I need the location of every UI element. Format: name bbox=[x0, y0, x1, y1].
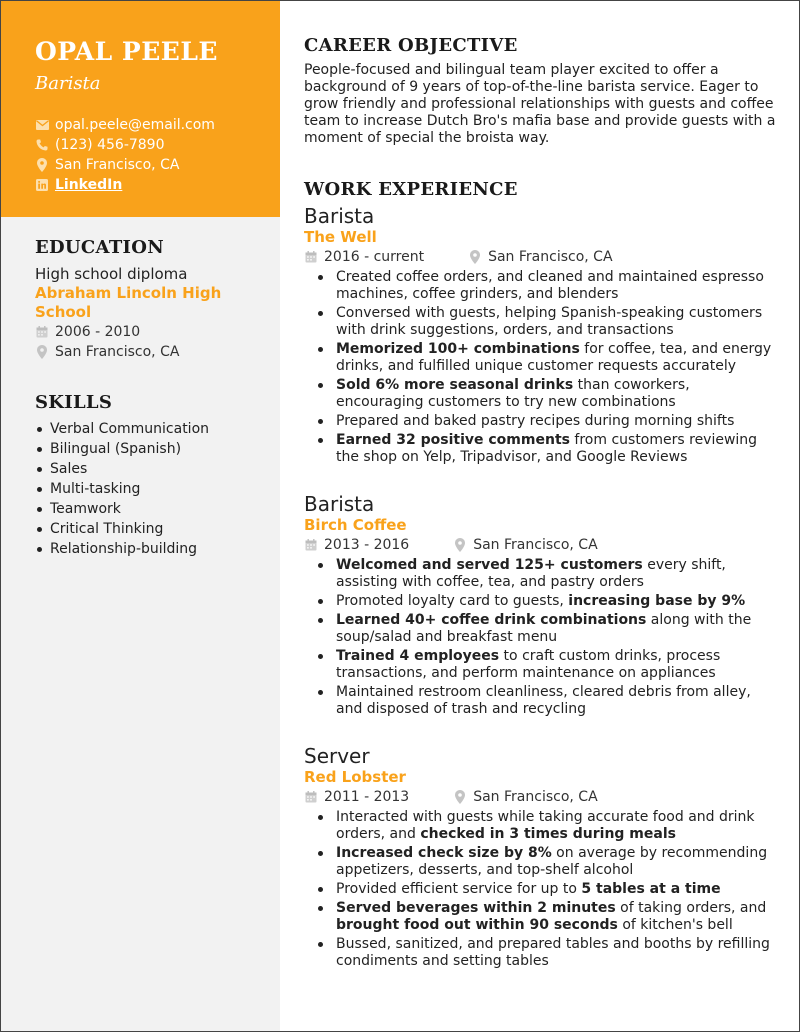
job-bullet bbox=[304, 557, 779, 591]
bullet-text: Maintained restroom cleanliness, cleared debris from alley, and disposed of trash and recycling bbox=[336, 684, 751, 717]
skill-item: Relationship-building bbox=[35, 539, 260, 559]
job-bullet bbox=[304, 648, 779, 682]
job-dates: 2013 - 2016 bbox=[324, 537, 410, 553]
job-bullets bbox=[304, 809, 779, 970]
skill-item: Teamwork bbox=[35, 499, 260, 519]
bullet-text: Interacted with guests while taking accurate food and drink orders, and bbox=[336, 809, 755, 842]
sidebar bbox=[1, 1, 280, 1031]
job-bullet bbox=[304, 413, 779, 430]
skills-heading: SKILLS bbox=[35, 392, 113, 413]
contact-list bbox=[35, 115, 260, 195]
contact-email[interactable] bbox=[35, 115, 260, 135]
skill-item: Critical Thinking bbox=[35, 519, 260, 539]
job-bullets bbox=[304, 269, 779, 466]
bullet-text: Promoted loyalty card to guests, bbox=[336, 593, 569, 609]
bullet-text: Bussed, sanitized, and prepared tables and booths by refilling condiments and setting tables bbox=[336, 936, 770, 969]
skill-item: Multi-tasking bbox=[35, 479, 260, 499]
job-title: Server bbox=[304, 744, 370, 768]
header-block bbox=[1, 1, 280, 217]
bullet-highlight: 5 tables at a time bbox=[581, 881, 721, 897]
linkedin-icon bbox=[35, 178, 49, 192]
job-bullet bbox=[304, 341, 779, 375]
skill-item: Sales bbox=[35, 459, 260, 479]
job-dates: 2011 - 2013 bbox=[324, 789, 410, 805]
location-text: San Francisco, CA bbox=[55, 157, 180, 173]
job-entry bbox=[304, 492, 779, 718]
contact-phone[interactable] bbox=[35, 135, 260, 155]
skills-list bbox=[35, 419, 260, 559]
phone-icon bbox=[35, 138, 49, 152]
job-location-text: San Francisco, CA bbox=[488, 249, 613, 265]
calendar-icon bbox=[35, 325, 49, 339]
job-bullet bbox=[304, 593, 779, 610]
bullet-highlight: brought food out within 90 seconds bbox=[336, 917, 618, 933]
education-location-text: San Francisco, CA bbox=[55, 344, 180, 360]
bullet-text: along with the soup/salad and breakfast menu bbox=[336, 612, 752, 645]
job-bullet bbox=[304, 900, 779, 934]
job-bullet bbox=[304, 809, 779, 843]
phone-text: (123) 456-7890 bbox=[55, 137, 165, 153]
job-meta bbox=[304, 247, 779, 267]
calendar-icon bbox=[304, 538, 318, 552]
job-meta bbox=[304, 535, 779, 555]
main-column bbox=[280, 1, 799, 1031]
bullet-text: Created coffee orders, and cleaned and maintained espresso machines, coffee grinders, and blenders bbox=[336, 269, 764, 302]
map-pin-icon bbox=[468, 250, 482, 264]
objective-text: People-focused and bilingual team player excited to offer a background of 9 years of top-of-the-line barista service. Eager to grow friendly and professional relationships with guests and coffee team to increase Dutch Bro's mafia base and provide guests with a moment of special the broista way. bbox=[304, 62, 776, 146]
map-pin-icon bbox=[35, 345, 49, 359]
skill-item: Verbal Communication bbox=[35, 419, 260, 439]
skill-item: Bilingual (Spanish) bbox=[35, 439, 260, 459]
email-text: opal.peele@email.com bbox=[55, 117, 215, 133]
calendar-icon bbox=[304, 790, 318, 804]
bullet-text: than coworkers, encouraging customers to try new combinations bbox=[336, 377, 690, 410]
bullet-highlight: Served beverages within 2 minutes bbox=[336, 900, 616, 916]
bullet-highlight: Learned 40+ coffee drink combinations bbox=[336, 612, 647, 628]
job-entry bbox=[304, 744, 779, 970]
education-heading: EDUCATION bbox=[35, 237, 164, 258]
bullet-highlight: Welcomed and served 125+ customers bbox=[336, 557, 643, 573]
map-pin-icon bbox=[453, 538, 467, 552]
bullet-text: Conversed with guests, helping Spanish-speaking customers with drink suggestions, orders, and transactions bbox=[336, 305, 763, 338]
job-location bbox=[453, 787, 597, 807]
job-bullet bbox=[304, 936, 779, 970]
jobs-list bbox=[304, 204, 779, 970]
job-title: Barista bbox=[304, 492, 375, 516]
job-company: The Well bbox=[304, 228, 377, 246]
bullet-text: on average by recommending appetizers, desserts, and top-shelf alcohol bbox=[336, 845, 768, 878]
job-bullet bbox=[304, 305, 779, 339]
job-entry bbox=[304, 204, 779, 466]
bullet-text: every shift, assisting with coffee, tea, and pastry orders bbox=[336, 557, 726, 590]
experience-heading: WORK EXPERIENCE bbox=[304, 179, 518, 200]
bullet-text: of kitchen's bell bbox=[617, 917, 733, 933]
contact-location bbox=[35, 155, 260, 175]
job-meta bbox=[304, 787, 779, 807]
job-dates: 2016 - current bbox=[324, 249, 425, 265]
map-pin-icon bbox=[453, 790, 467, 804]
education-degree: High school diploma bbox=[35, 265, 188, 283]
bullet-text: Prepared and baked pastry recipes during morning shifts bbox=[336, 413, 735, 429]
education-location bbox=[35, 342, 260, 362]
bullet-text: of taking orders, and bbox=[615, 900, 767, 916]
candidate-name: OPAL PEELE bbox=[35, 37, 218, 66]
bullet-highlight: Sold 6% more seasonal drinks bbox=[336, 377, 574, 393]
job-bullet bbox=[304, 612, 779, 646]
job-bullet bbox=[304, 432, 779, 466]
education-dates-text: 2006 - 2010 bbox=[55, 324, 141, 340]
bullet-highlight: Trained 4 employees bbox=[336, 648, 500, 664]
calendar-icon bbox=[304, 250, 318, 264]
job-location-text: San Francisco, CA bbox=[473, 537, 598, 553]
objective-heading: CAREER OBJECTIVE bbox=[304, 35, 518, 56]
bullet-highlight: Increased check size by 8% bbox=[336, 845, 552, 861]
job-bullet bbox=[304, 684, 779, 718]
bullet-text: Provided efficient service for up to bbox=[336, 881, 582, 897]
job-location-text: San Francisco, CA bbox=[473, 789, 598, 805]
linkedin-link[interactable]: LinkedIn bbox=[55, 177, 123, 193]
candidate-role: Barista bbox=[35, 73, 101, 94]
bullet-highlight: Earned 32 positive comments bbox=[336, 432, 570, 448]
job-company: Birch Coffee bbox=[304, 516, 407, 534]
contact-linkedin[interactable] bbox=[35, 175, 260, 195]
envelope-icon bbox=[35, 118, 49, 132]
job-bullet bbox=[304, 845, 779, 879]
bullet-text: from customers reviewing the shop on Yelp, Tripadvisor, and Google Reviews bbox=[336, 432, 758, 465]
job-bullets bbox=[304, 557, 779, 718]
sidebar-body bbox=[1, 217, 280, 559]
bullet-highlight: Memorized 100+ combinations bbox=[336, 341, 580, 357]
job-bullet bbox=[304, 377, 779, 411]
bullet-highlight: increasing base by 9% bbox=[568, 593, 746, 609]
bullet-text: to craft custom drinks, process transactions, and perform maintenance on appliances bbox=[336, 648, 721, 681]
job-location bbox=[468, 247, 612, 267]
education-school: Abraham Lincoln High School bbox=[35, 284, 222, 321]
bullet-text: for coffee, tea, and energy drinks, and fulfilled unique customer requests accurately bbox=[336, 341, 772, 374]
job-location bbox=[453, 535, 597, 555]
job-bullet bbox=[304, 269, 779, 303]
map-pin-icon bbox=[35, 158, 49, 172]
bullet-highlight: checked in 3 times during meals bbox=[420, 826, 676, 842]
education-dates bbox=[35, 322, 260, 342]
job-title: Barista bbox=[304, 204, 375, 228]
job-bullet bbox=[304, 881, 779, 898]
job-company: Red Lobster bbox=[304, 768, 406, 786]
